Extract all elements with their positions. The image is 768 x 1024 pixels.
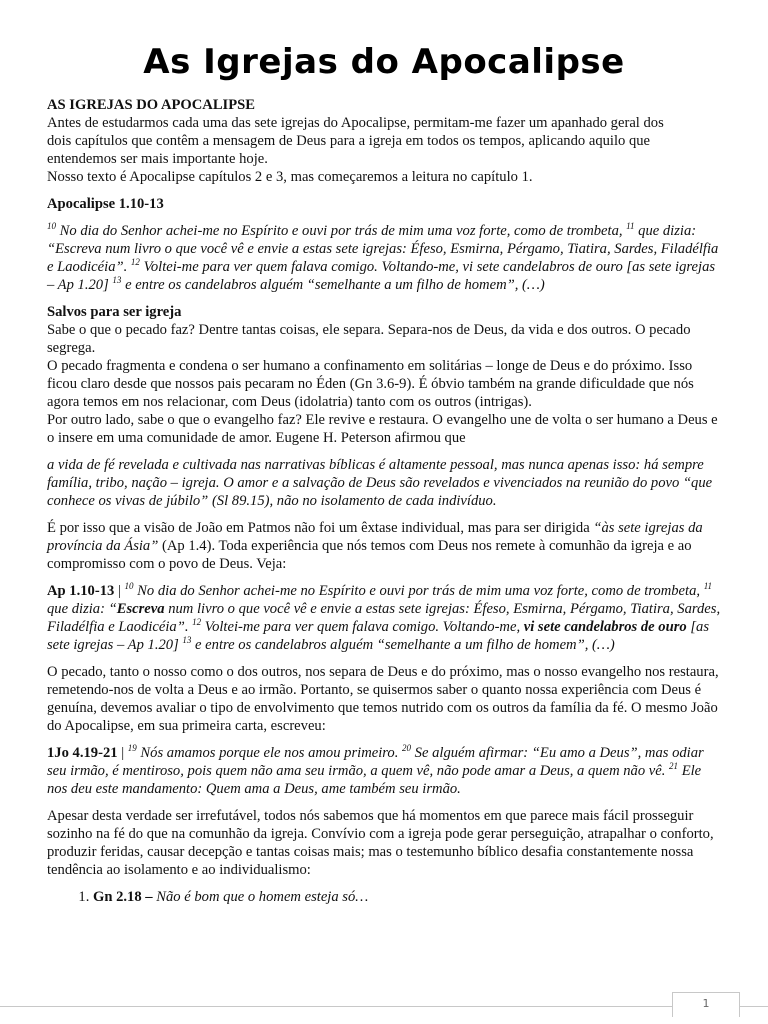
- verse-text: No dia do Senhor achei-me no Espírito e ouvi por trás de mim uma voz forte, como de trombeta,: [133, 583, 704, 599]
- separator: |: [117, 745, 128, 761]
- footer-divider: [0, 1006, 768, 1007]
- verse-text: e entre os candelabros alguém “semelhante a um filho de homem”, (…): [121, 277, 545, 293]
- verse-text: Voltei-me para ver quem falava comigo. Voltando-me,: [201, 619, 524, 635]
- intro-paragraph: [47, 96, 723, 186]
- emphasis-text: vi sete candelabros de ouro: [523, 619, 687, 635]
- scripture-passage: [47, 744, 723, 798]
- intro-heading: AS IGREJAS DO APOCALIPSE: [47, 97, 256, 113]
- body-paragraph: Apesar desta verdade ser irrefutável, todos nós sabemos que há momentos em que parece mais fácil prosseguir sozinho na fé do que na comunhão da igreja. Convívio com a igreja pode gerar perseguição, atrapalhar o conforto, produzir feridas, causar decepção e tantas coisas mais; mas o testemunho bíblico desafia constantemente nossa tendência ao isolamento e ao individualismo:: [47, 808, 714, 878]
- verse-text: Ele nos deu este mandamento: Quem ama a Deus, ame também seu irmão.: [47, 763, 702, 797]
- document-title: As Igrejas do Apocalipse: [143, 42, 625, 82]
- list-item: [93, 888, 723, 906]
- list-item-text: Não é bom que o homem esteja só…: [152, 889, 369, 905]
- block-quote: a vida de fé revelada e cultivada nas narrativas bíblicas é altamente pessoal, mas nunca apenas isso: há sempre família, tribo, nação – igreja. O amor e a salvação de Deus são revelados e vivenciados na reunião do povo “que conhece os vivas de júbilo” (Sl 89.15), não no isolamento de cada indivíduo.: [47, 457, 713, 509]
- verse-number: 10: [124, 581, 134, 592]
- intro-line: dois capítulos que contêm a mensagem de Deus para a igreja em todos os tempos, aplicando aquilo que: [47, 133, 651, 149]
- scripture-passage: [47, 582, 723, 654]
- verse-number: 21: [669, 761, 679, 772]
- verse-text: Se alguém afirmar: “Eu amo a Deus”, mas odiar seu irmão, é mentiroso, pois quem não ama seu irmão, a quem vê, não pode amar a Deus, a quem não vê.: [47, 745, 704, 779]
- document-body: [47, 96, 723, 906]
- verse-number: 19: [127, 743, 137, 754]
- section-paragraph: [47, 303, 723, 447]
- verse-number: 13: [182, 635, 192, 646]
- emphasis-text: Escreva: [116, 601, 165, 617]
- body-paragraph: [47, 519, 723, 573]
- verse-text: que dizia: “Escreva num livro o que você vê e envie a estas sete igrejas: Éfeso, Esmirna, Pérgamo, Tiatira, Sardes, Filadélfia e Laodicéia”.: [47, 223, 719, 275]
- intro-line: Antes de estudarmos cada uma das sete igrejas do Apocalipse, permitam-me fazer um apanhado geral dos: [47, 115, 664, 131]
- verse-number: 20: [402, 743, 412, 754]
- page-number: 1: [672, 992, 740, 1017]
- scripture-reference: 1Jo 4.19-21: [47, 745, 118, 761]
- verse-text: No dia do Senhor achei-me no Espírito e ouvi por trás de mim uma voz forte, como de trombeta,: [56, 223, 627, 239]
- scripture-reference: Ap 1.10-13: [47, 583, 115, 599]
- verse-text: num livro o que você vê e envie a estas sete igrejas: Éfeso, Esmirna, Pérgamo, Tiatira, Sardes, Filadélfia e Laodicéia”.: [47, 601, 721, 635]
- separator: |: [114, 583, 125, 599]
- verse-text: que dizia: “: [47, 601, 117, 617]
- verse-text: Voltei-me para ver quem falava comigo. Voltando-me, vi sete candelabros de ouro [as sete igrejas – Ap 1.20]: [47, 259, 716, 293]
- paragraph-text: (Ap 1.4). Toda experiência que nós temos com Deus nos remete à comunhão da igreja e ao compromisso com o povo de Deus. Veja:: [47, 538, 692, 572]
- scripture-passage: [47, 222, 723, 294]
- intro-line: entendemos ser mais importante hoje.: [47, 151, 268, 167]
- verse-number: 13: [112, 275, 122, 286]
- verse-number: 11: [626, 221, 635, 232]
- section-heading: Salvos para ser igreja: [47, 304, 182, 320]
- body-paragraph: O pecado, tanto o nosso como o dos outros, nos separa de Deus e do próximo, mas o nosso evangelho nos restaura, remetendo-nos de volta a Deus e ao irmão. Portanto, se quisermos saber o quanto nossa experiência com Deus é genuína, devemos avaliar o tipo de envolvimento que temos nutrido com os outros da família da fé. O mesmo João do Apocalipse, em sua primeira carta, escreveu:: [47, 664, 719, 734]
- scripture-reference: Apocalipse 1.10-13: [47, 196, 164, 212]
- paragraph-text: É por isso que a visão de João em Patmos não foi um êxtase individual, mas para ser dirigida: [47, 520, 594, 536]
- verse-text: Nós amamos porque ele nos amou primeiro.: [136, 745, 403, 761]
- numbered-list: [47, 888, 723, 906]
- verse-number: 10: [47, 221, 56, 232]
- verse-number: 12: [130, 257, 140, 268]
- section-text: Por outro lado, sabe o que o evangelho faz? Ele revive e restaura. O evangelho une de volta o ser humano a Deus e o insere em uma comunidade de amor. Eugene H. Peterson afirmou que: [47, 412, 718, 446]
- verse-text: [as sete igrejas – Ap 1.20]: [47, 619, 710, 653]
- scripture-reference: Gn 2.18 –: [93, 889, 153, 905]
- section-text: Sabe o que o pecado faz? Dentre tantas coisas, ele separa. Separa-nos de Deus, da vida e dos outros. O pecado segrega.: [47, 322, 691, 356]
- verse-text: e entre os candelabros alguém “semelhante a um filho de homem”, (…): [191, 637, 615, 653]
- verse-number: 11: [703, 581, 713, 592]
- intro-line: Nosso texto é Apocalipse capítulos 2 e 3, mas começaremos a leitura no capítulo 1.: [47, 169, 533, 185]
- quoted-text: “às sete igrejas da província da Ásia”: [47, 520, 703, 554]
- verse-number: 12: [192, 617, 202, 628]
- section-text: O pecado fragmenta e condena o ser humano a confinamento em solitárias – longe de Deus e do próximo. Isso ficou claro desde que nossos pais pecaram no Éden (Gn 3.6-9). É óbvio também na grande dificuldade que nós agora temos em nos relacionar, com Deus (idolatria) tanto com os outros (intrigas).: [47, 358, 694, 410]
